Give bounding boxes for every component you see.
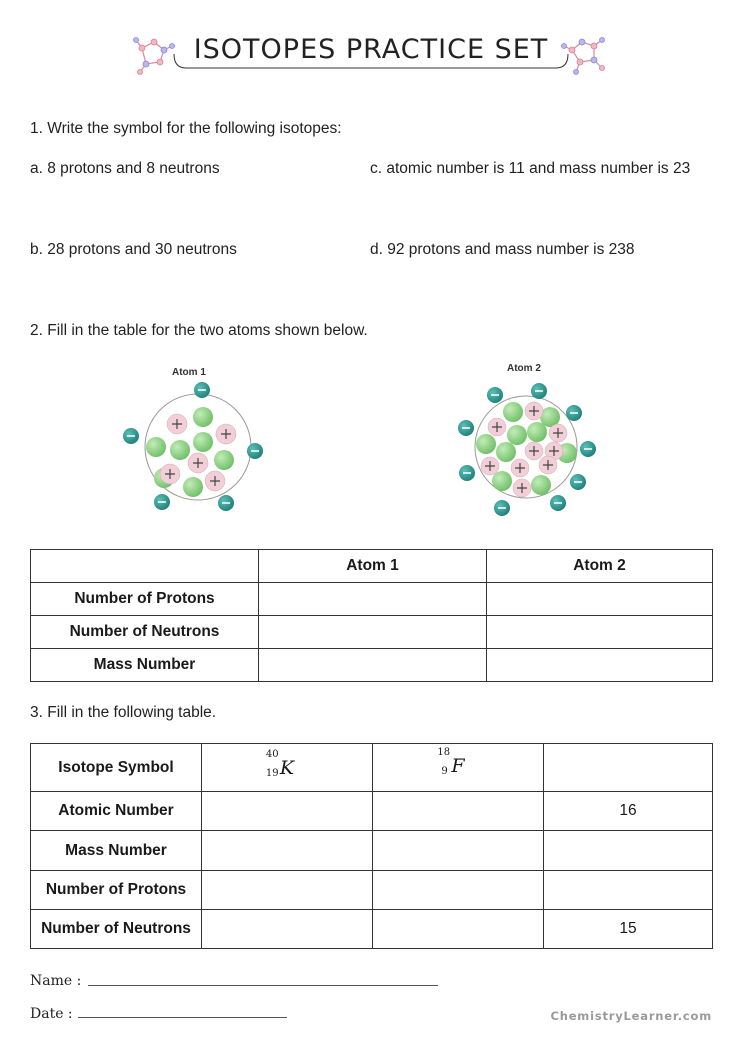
isotope-symbol: 18 9 F <box>437 746 465 777</box>
row-header: Number of Protons <box>31 871 202 910</box>
row-header: Number of Neutrons <box>31 616 259 649</box>
answer-cell[interactable] <box>202 792 373 831</box>
table-row <box>31 871 713 910</box>
column-header: Atom 2 <box>487 550 713 583</box>
table-row <box>31 649 713 682</box>
answer-cell[interactable] <box>373 871 544 910</box>
table-row <box>31 550 713 583</box>
answer-cell[interactable] <box>259 583 487 616</box>
row-header: Mass Number <box>31 831 202 871</box>
brand-watermark: ChemistryLearner.com <box>550 1009 712 1023</box>
row-header: Isotope Symbol <box>31 744 202 792</box>
answer-cell[interactable] <box>487 649 713 682</box>
question-1-option-c: c. atomic number is 11 and mass number is 23 <box>370 160 691 177</box>
question-2-prompt: 2. Fill in the table for the two atoms shown below. <box>30 322 368 339</box>
given-value-cell: 15 <box>544 910 713 949</box>
table-row <box>31 583 713 616</box>
answer-cell[interactable] <box>259 649 487 682</box>
answer-cell[interactable] <box>202 910 373 949</box>
table-row <box>31 831 713 871</box>
row-header: Mass Number <box>31 649 259 682</box>
answer-cell[interactable] <box>544 744 713 792</box>
question-1-option-b: b. 28 protons and 30 neutrons <box>30 241 237 258</box>
date-label: Date : <box>30 1006 73 1022</box>
name-field[interactable] <box>88 985 438 986</box>
table-row <box>31 616 713 649</box>
answer-cell[interactable] <box>202 871 373 910</box>
atom-1-diagram <box>118 380 278 515</box>
answer-cell[interactable] <box>373 792 544 831</box>
page-title: ISOTOPES PRACTICE SET <box>193 34 549 65</box>
table-row <box>31 744 713 792</box>
row-header: Number of Neutrons <box>31 910 202 949</box>
atom-1-label: Atom 1 <box>172 367 206 378</box>
table-row <box>31 792 713 831</box>
answer-cell[interactable] <box>544 831 713 871</box>
given-value-cell: 16 <box>544 792 713 831</box>
molecule-icon <box>128 34 176 76</box>
isotope-symbol-cell <box>373 744 544 792</box>
question-3-prompt: 3. Fill in the following table. <box>30 704 217 721</box>
table-row <box>31 910 713 949</box>
atom-2-diagram <box>450 377 610 522</box>
question-1-prompt: 1. Write the symbol for the following isotopes: <box>30 120 342 137</box>
column-header: Atom 1 <box>259 550 487 583</box>
molecule-icon <box>560 34 608 76</box>
atom-2-label: Atom 2 <box>507 363 541 374</box>
row-header: Number of Protons <box>31 583 259 616</box>
answer-cell[interactable] <box>373 831 544 871</box>
answer-cell[interactable] <box>202 831 373 871</box>
answer-cell[interactable] <box>487 583 713 616</box>
answer-cell[interactable] <box>487 616 713 649</box>
question-1-option-d: d. 92 protons and mass number is 238 <box>370 241 635 258</box>
isotope-symbol: 40 19 K <box>265 748 295 779</box>
table-cell <box>31 550 259 583</box>
name-label: Name : <box>30 973 82 989</box>
title-underline <box>172 52 570 72</box>
answer-cell[interactable] <box>259 616 487 649</box>
atoms-table <box>30 549 713 682</box>
isotopes-table <box>30 743 713 949</box>
answer-cell[interactable] <box>373 910 544 949</box>
date-field[interactable] <box>78 1017 287 1018</box>
question-1-option-a: a. 8 protons and 8 neutrons <box>30 160 220 177</box>
row-header: Atomic Number <box>31 792 202 831</box>
answer-cell[interactable] <box>544 871 713 910</box>
isotope-symbol-cell <box>202 744 373 792</box>
